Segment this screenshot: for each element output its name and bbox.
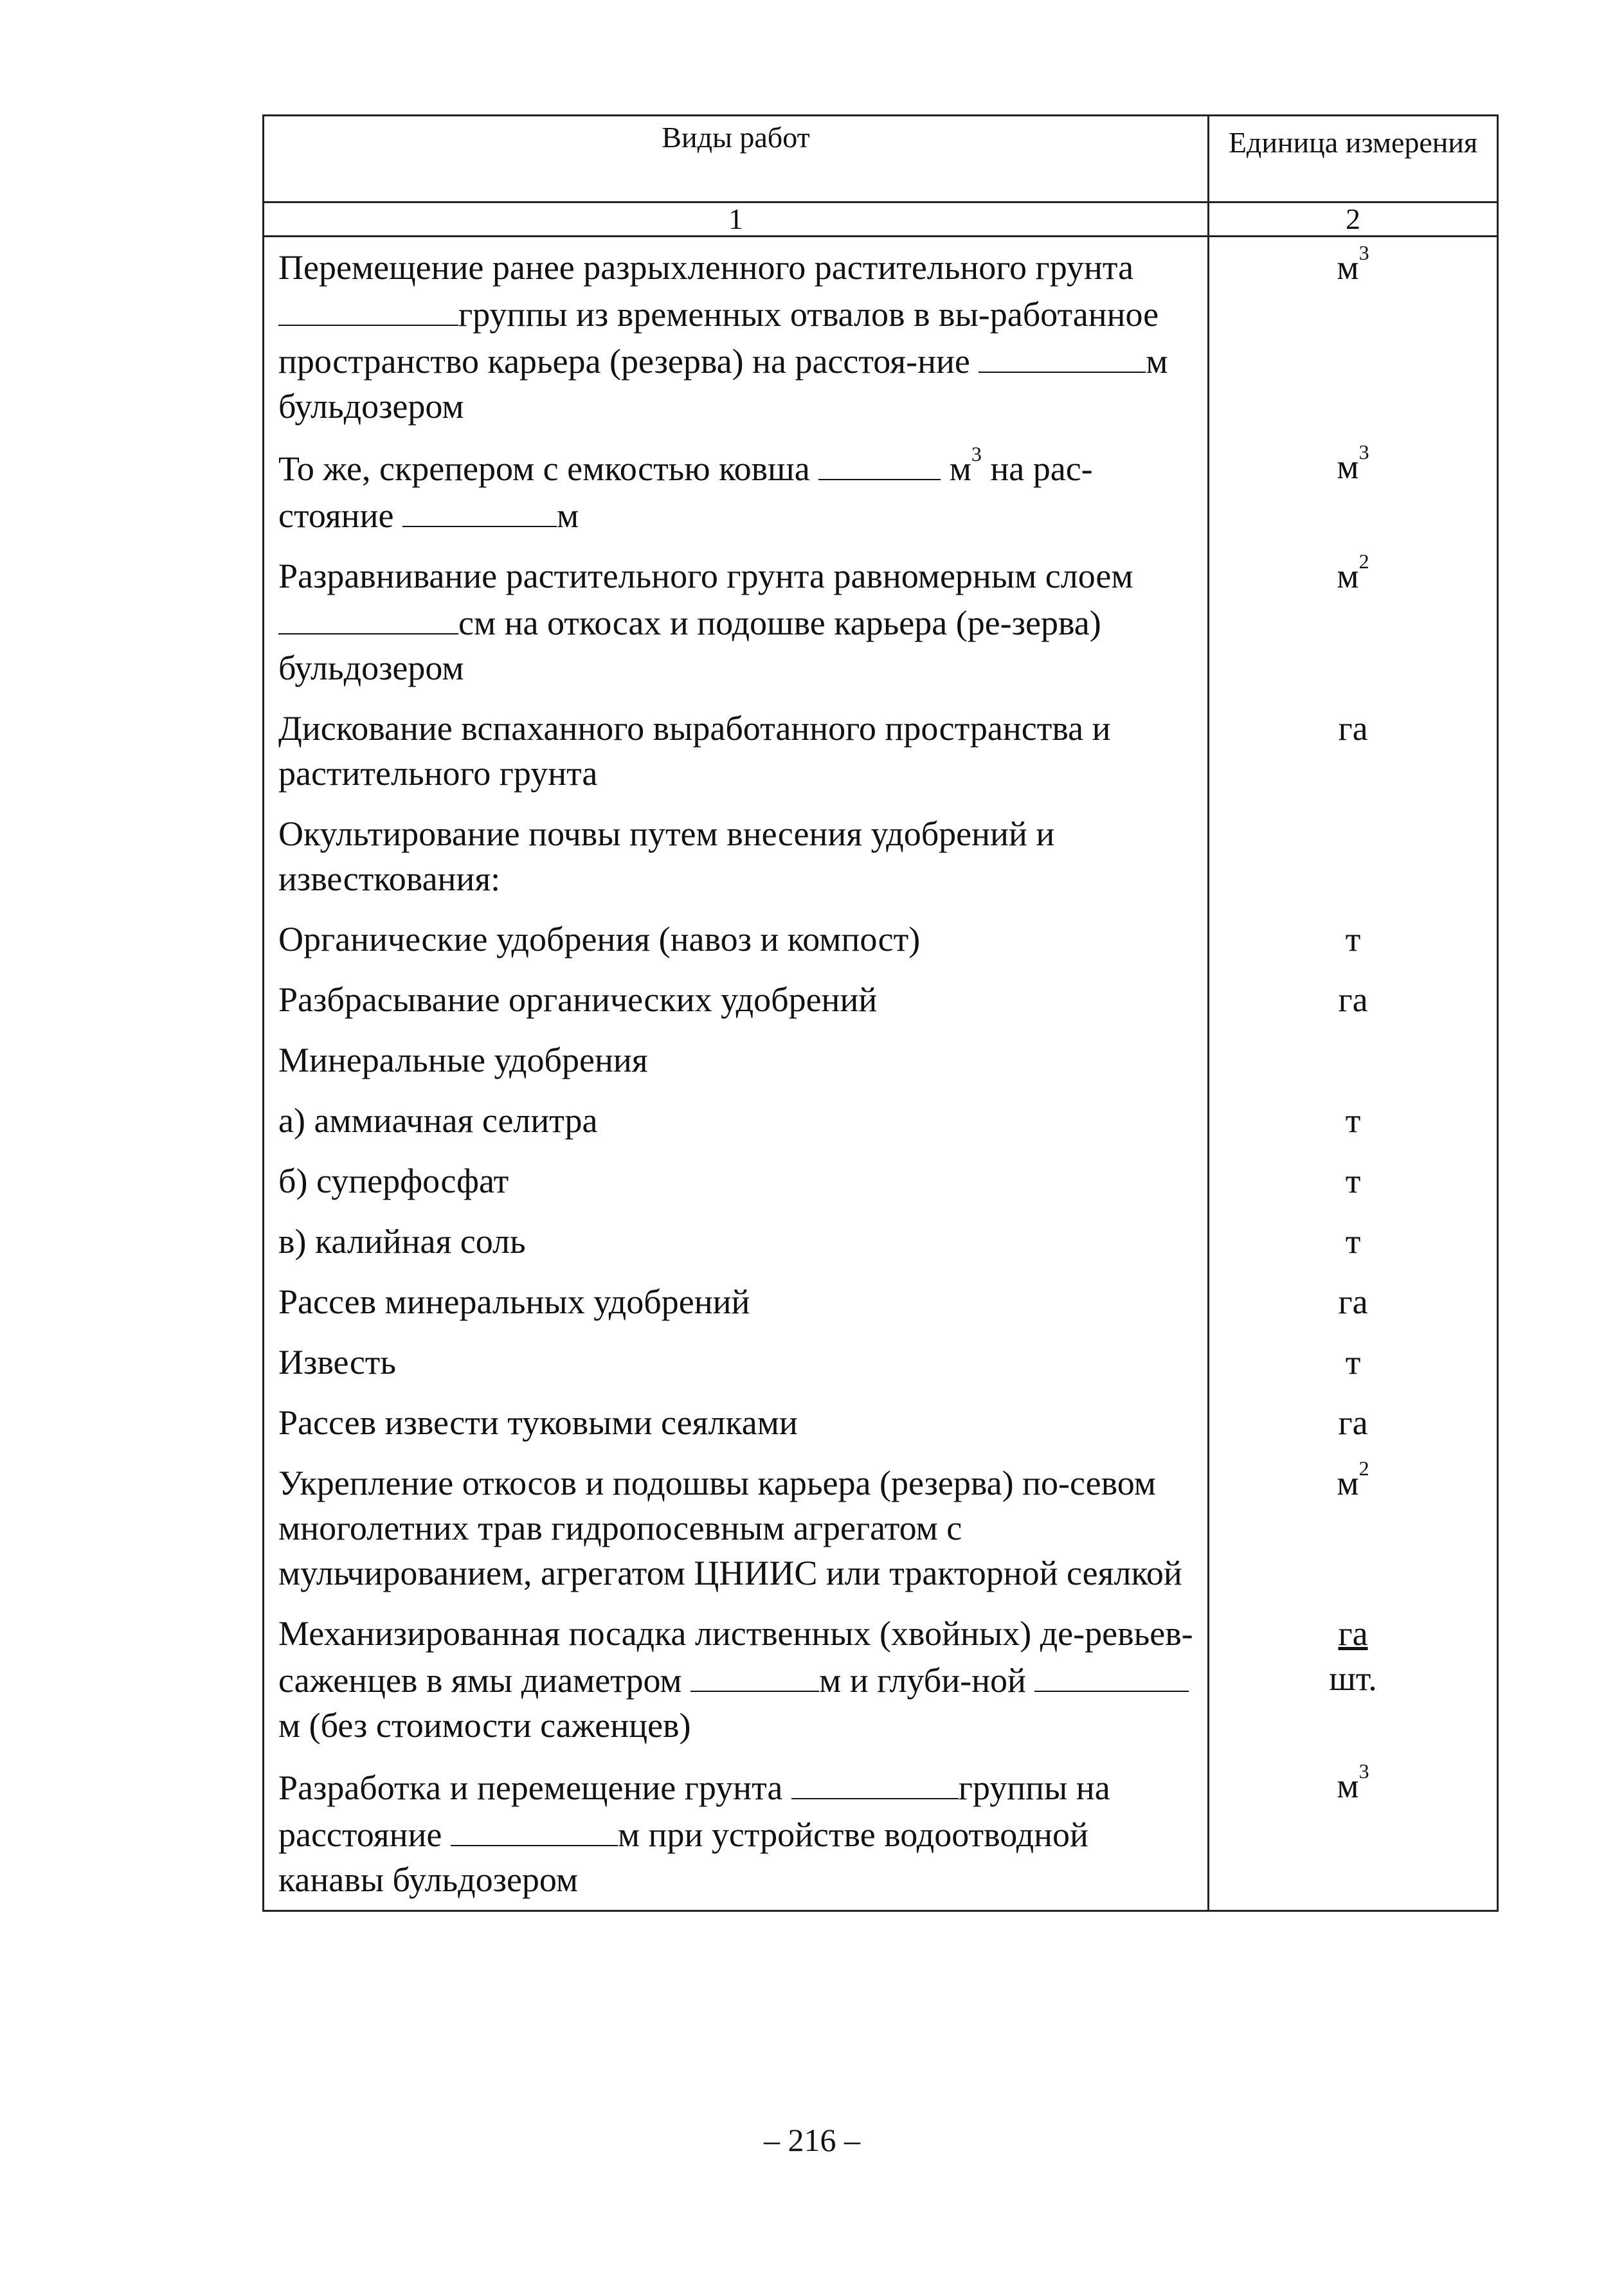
table-row — [264, 1392, 1498, 1453]
table-header-row — [264, 116, 1498, 202]
work-description: Перемещение ранее разрыхленного растительного грунта группы из временных отвалов в вы-работанное пространство карьера (резерва) на расстоя-ние м бульдозером — [264, 237, 1209, 437]
work-description: Известь — [264, 1332, 1209, 1392]
unit-cell: т — [1209, 1211, 1498, 1272]
unit-cell: т — [1209, 1151, 1498, 1211]
unit-cell: $м^2$ — [1209, 546, 1498, 698]
table-row — [264, 1272, 1498, 1332]
table-row — [264, 1151, 1498, 1211]
work-description: Разравнивание растительного грунта равномерным слоем см на откосах и подошве карьера (ре-зерва) бульдозером — [264, 546, 1209, 698]
page-number: – 216 – — [764, 2122, 860, 2158]
work-description: Дискование вспаханного выработанного пространства и растительного грунта — [264, 698, 1209, 804]
table-row — [264, 1453, 1498, 1603]
column-number-2: 2 — [1209, 202, 1498, 237]
work-description: Окультирование почвы путем внесения удобрений и известкования: — [264, 804, 1209, 909]
blank-field — [818, 444, 941, 480]
work-description: Органические удобрения (навоз и компост) — [264, 909, 1209, 969]
blank-field — [451, 1810, 618, 1846]
unit-cell: т — [1209, 909, 1498, 969]
table-row — [264, 436, 1498, 546]
table-row — [264, 804, 1498, 909]
table-row — [264, 237, 1498, 437]
unit-cell — [1209, 804, 1498, 909]
table-row — [264, 1756, 1498, 1911]
work-description: Механизированная посадка лиственных (хвойных) де-ревьев-саженцев в ямы диаметром м и глуби-ной м (без стоимости саженцев) — [264, 1603, 1209, 1756]
header-work-types: Виды работ — [264, 116, 1209, 202]
table-row — [264, 909, 1498, 969]
work-description: Укрепление откосов и подошвы карьера (резерва) по-севом многолетних трав гидропосевным агрегатом с мульчированием, агрегатом ЦНИИС или тракторной сеялкой — [264, 1453, 1209, 1603]
blank-field — [1034, 1656, 1189, 1692]
works-table-container — [262, 114, 1497, 1912]
column-number-row — [264, 202, 1498, 237]
works-table — [262, 114, 1499, 1912]
unit-cell: $м^2$ — [1209, 1453, 1498, 1603]
table-row — [264, 698, 1498, 804]
unit-cell: $м^3$ — [1209, 1756, 1498, 1911]
work-description: б) суперфосфат — [264, 1151, 1209, 1211]
table-row — [264, 546, 1498, 698]
unit-cell: га шт. — [1209, 1603, 1498, 1756]
unit-cell: $м^3$ — [1209, 237, 1498, 437]
blank-field — [791, 1763, 959, 1799]
blank-field — [278, 598, 458, 634]
blank-field — [402, 491, 557, 527]
unit-cell: га — [1209, 969, 1498, 1030]
unit-cell: т — [1209, 1332, 1498, 1392]
table-row — [264, 1332, 1498, 1392]
table-row — [264, 1603, 1498, 1756]
unit-cell: га — [1209, 1272, 1498, 1332]
blank-field — [690, 1656, 819, 1692]
work-description: Рассев минеральных удобрений — [264, 1272, 1209, 1332]
work-description: а) аммиачная селитра — [264, 1090, 1209, 1151]
work-description: То же, скрепером с емкостью ковша $м^3$ на рас-стояние м — [264, 436, 1209, 546]
table-row — [264, 1090, 1498, 1151]
column-number-1: 1 — [264, 202, 1209, 237]
header-unit: Единица измерения — [1209, 116, 1498, 202]
work-description: Минеральные удобрения — [264, 1030, 1209, 1090]
work-description: Разработка и перемещение грунта группы на расстояние м при устройстве водоотводной канавы бульдозером — [264, 1756, 1209, 1911]
unit-cell — [1209, 1030, 1498, 1090]
table-row — [264, 969, 1498, 1030]
work-description: Разбрасывание органических удобрений — [264, 969, 1209, 1030]
unit-cell: га — [1209, 1392, 1498, 1453]
table-row — [264, 1030, 1498, 1090]
work-description: Рассев извести туковыми сеялками — [264, 1392, 1209, 1453]
blank-field — [979, 337, 1146, 373]
blank-field — [278, 290, 458, 326]
work-description: в) калийная соль — [264, 1211, 1209, 1272]
unit-cell: $м^3$ — [1209, 436, 1498, 546]
table-row — [264, 1211, 1498, 1272]
unit-cell: т — [1209, 1090, 1498, 1151]
unit-cell: га — [1209, 698, 1498, 804]
